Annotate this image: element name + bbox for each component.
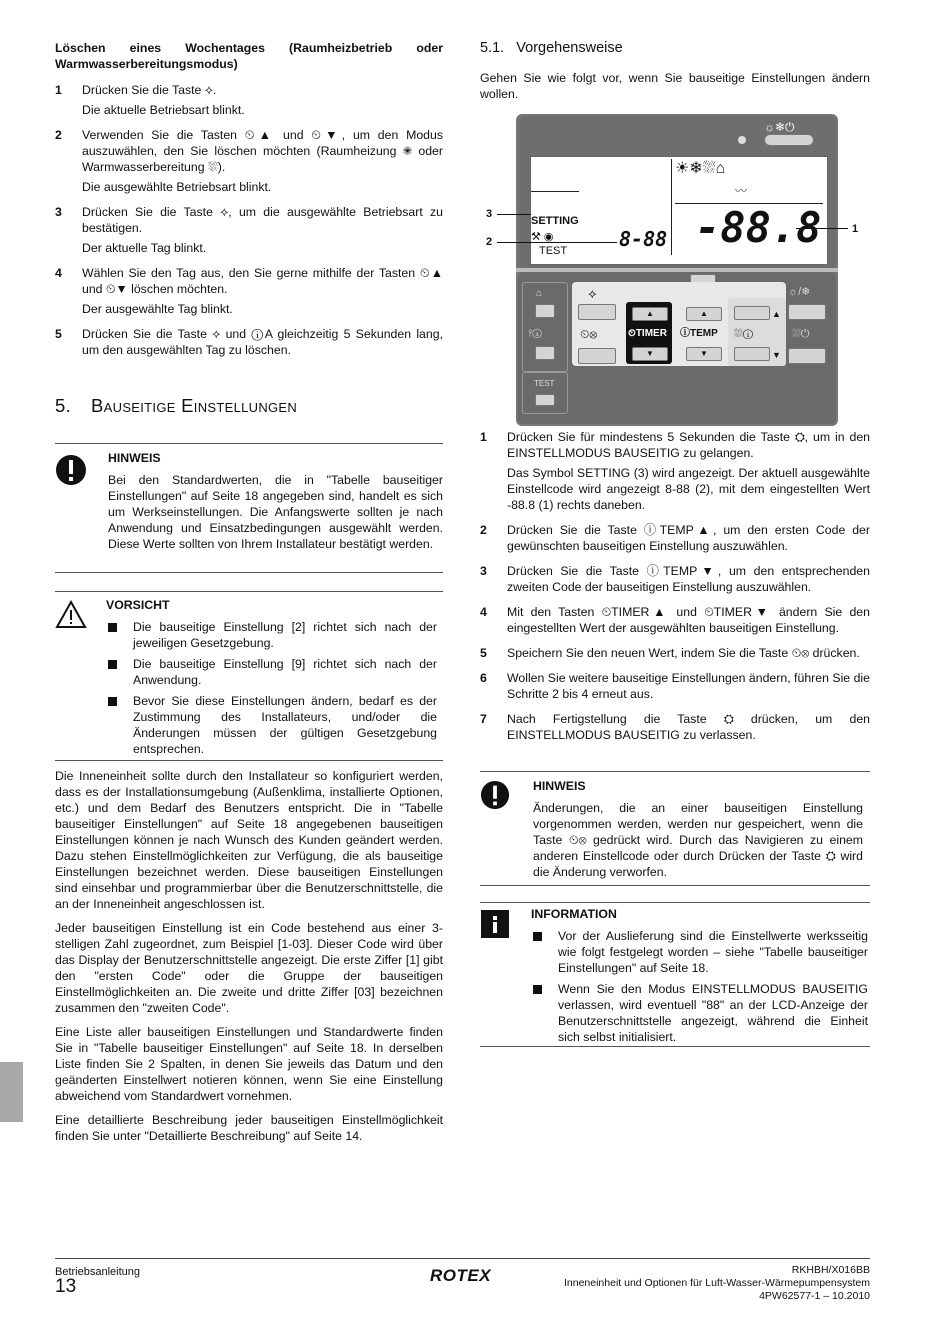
step-item bbox=[480, 670, 870, 702]
right-hinweis-title: HINWEIS bbox=[533, 779, 586, 793]
step-number: 5 bbox=[480, 646, 487, 660]
right-hinweis-text: Änderungen, die an einer bauseitigen Einstellung vorgenommen werden, werden nur gespeichert, wenn die Taste ⏲⊗ gedrückt wird. Durch das Navigieren zu einem anderen Einstellcode oder durch Drücken der Taste ⛭ wird die Änderung verworfen. bbox=[533, 801, 863, 879]
lcd-setting-code: 8-88 bbox=[619, 227, 668, 251]
bullet-item bbox=[531, 928, 868, 976]
footer-product: Inneneinheit und Optionen für Luft-Wasser-Wärmepumpensystem bbox=[563, 1277, 870, 1289]
bullet-text: Wenn Sie den Modus EINSTELLMODUS BAUSEITIG verlassen, wird eventuell "88" an der LCD-Anzeige der Benutzerschnittstelle angezeigt, während die Einheit sich selbst initialisiert. bbox=[558, 982, 868, 1044]
step-result: Das Symbol SETTING (3) wird angezeigt. Der aktuell ausgewählte Einstellcode wird angezeigt 8-88 (2), mit dem eingestellten Wert -88.8 (1) rechts daneben. bbox=[507, 466, 870, 512]
house-icon: ⌂ bbox=[536, 288, 543, 299]
step-number: 1 bbox=[55, 83, 62, 97]
section-number: 5. bbox=[55, 395, 72, 416]
step-number: 7 bbox=[480, 712, 487, 726]
lcd-test-label: TEST bbox=[539, 245, 568, 257]
mode-button[interactable] bbox=[788, 304, 826, 320]
step-text: Drücken Sie die Taste ⟡ und ⓘA gleichzeitig 5 Sekunden lang, um den ausgewählten Tag zu löschen. bbox=[82, 327, 443, 357]
step-text: Drücken Sie die Taste ⟡, um die ausgewählte Betriebsart zu bestätigen. bbox=[82, 205, 443, 235]
test-key-label: TEST bbox=[534, 379, 555, 388]
body-paragraph: Eine Liste aller bauseitigen Einstellungen und Standardwerte finden Sie in "Tabelle bauseitiger Einstellungen" auf Seite 18. In derselben Liste finden Sie 2 Spalten, in denen Sie jeweils das Datum und den geänderten Einstellwert notieren können, wenn Sie eine Einstellung abweichend vom Standardwert vornehmen. bbox=[55, 1025, 443, 1103]
callout-2: 2 bbox=[486, 236, 493, 248]
bullet-item bbox=[106, 656, 437, 688]
body-paragraph: Jeder bauseitigen Einstellung ist ein Code bestehend aus einer 3-stelligen Zahl zugeordnet, zum Beispiel [1-03]. Dieser Code wird über das Display der Benutzerschnittstelle angezeigt. Die erste Ziffer [1] gibt den "ersten Code" oder die Gruppe der bauseitigen Einstellmöglichkeiten an. Die zweite und dritte Ziffer [03] bezeichnen zusammen den "zweiten Code". bbox=[55, 921, 443, 1015]
lcd-wrench-eye-icon: ⚒ ◉ bbox=[531, 231, 554, 243]
timer-up-button[interactable]: ▲ bbox=[632, 307, 668, 321]
step-item bbox=[55, 326, 443, 358]
callout-1: 1 bbox=[852, 223, 859, 235]
left-paragraphs bbox=[55, 768, 443, 1152]
footer-rule bbox=[55, 1258, 870, 1259]
information-box bbox=[480, 902, 870, 1047]
footer-page-number: 13 bbox=[55, 1276, 77, 1297]
left-column bbox=[55, 40, 443, 367]
step-number: 2 bbox=[480, 523, 487, 537]
bullet-item bbox=[106, 619, 437, 651]
step-number: 5 bbox=[55, 327, 62, 341]
lcd-divider bbox=[671, 159, 673, 255]
step-result: Die ausgewählte Betriebsart blinkt. bbox=[82, 180, 272, 194]
lcd-wave-icon: 〰 bbox=[735, 184, 748, 198]
timer-down-button[interactable]: ▼ bbox=[632, 347, 668, 361]
clock-cancel-button[interactable] bbox=[578, 348, 616, 364]
step-item bbox=[480, 429, 870, 513]
water-power-icon: ⛆⏻ bbox=[792, 328, 810, 340]
temp-down-button[interactable]: ▼ bbox=[686, 347, 722, 361]
right-steps-list bbox=[480, 429, 870, 752]
temp-up-button[interactable]: ▲ bbox=[686, 307, 722, 321]
step-item bbox=[480, 563, 870, 595]
footer-model: RKHBH/X016BB bbox=[791, 1264, 870, 1276]
lcd-top-line bbox=[531, 191, 579, 192]
step-text: Drücken Sie die Taste ⓘTEMP▼, um den entsprechenden zweiten Code der bauseitigen Einstellung auszuwählen. bbox=[507, 564, 870, 594]
status-led-icon bbox=[738, 136, 746, 144]
callout-3: 3 bbox=[486, 208, 493, 220]
vorsicht-list bbox=[106, 619, 437, 757]
warning-exclamation-icon bbox=[480, 780, 510, 814]
body-paragraph: Die Inneneinheit sollte durch den Installateur so konfiguriert werden, dass es der Installationsumgebung (Außenklima, installierte Optionen, etc.) und dem Bedarf des Benutzers entspricht. Die in "Tabelle bauseitiger Einstellungen" auf Seite 18 angegebenen bauseitigen Einstellungen können je nach Wunsch des Kunden geändert werden. Dazu stehen Einstellmöglichkeiten zur Verfügung, die als bauseitige Einstellungen bezeichnet werden. Diese bauseitigen Einstellungen sind einsehbar und programmierbar über die Benutzerschnittstelle, die an der Inneneinheit angeschlossen ist. bbox=[55, 769, 443, 911]
footer-doc-label: Betriebsanleitung bbox=[55, 1266, 141, 1278]
step-number: 3 bbox=[480, 564, 487, 578]
clock-cancel-icon: ⏲⊗ bbox=[580, 327, 598, 341]
test-button[interactable] bbox=[535, 394, 555, 406]
step-item bbox=[480, 711, 870, 743]
callout-1-line bbox=[796, 228, 848, 229]
step-number: 6 bbox=[480, 671, 487, 685]
step-item bbox=[480, 645, 870, 661]
sun-snow-icon: ☼/❄ bbox=[788, 286, 811, 298]
water-power-button[interactable] bbox=[788, 348, 826, 364]
step-number: 3 bbox=[55, 205, 62, 219]
subsection-number: 5.1. bbox=[480, 40, 505, 56]
footer-right-block bbox=[540, 1264, 870, 1303]
water-down-button[interactable] bbox=[734, 347, 770, 361]
bullet-text: Bevor Sie diese Einstellungen ändern, bedarf es der Zustimmung des Installateurs, und/oder die Änderungen müssen der gültigen Gesetzgebung entsprechen. bbox=[133, 694, 437, 756]
timer-label: ⏲TIMER bbox=[628, 328, 667, 339]
section-title: Bauseitige Einstellungen bbox=[91, 395, 298, 416]
step-text: Speichern Sie den neuen Wert, indem Sie die Taste ⏲⊗ drücken. bbox=[507, 646, 860, 660]
step-text: Wollen Sie weitere bauseitige Einstellungen ändern, führen Sie die Schritte 2 bis 4 erneut aus. bbox=[507, 671, 870, 701]
bullet-text: Die bauseitige Einstellung [9] richtet sich nach der Anwendung. bbox=[133, 657, 437, 687]
timer-text: TIMER bbox=[635, 328, 667, 339]
info-icon bbox=[480, 909, 510, 943]
delete-weekday-heading: Löschen eines Wochentages (Raumheizbetrieb oder Warmwasserbereitungsmodus) bbox=[55, 41, 443, 71]
step-result: Die aktuelle Betriebsart blinkt. bbox=[82, 103, 245, 117]
mode-icons-top: ☼❄⏻ bbox=[764, 120, 795, 134]
vorsicht-box bbox=[55, 591, 443, 761]
step-item bbox=[480, 604, 870, 636]
step-item bbox=[55, 265, 443, 317]
left-hinweis-box bbox=[55, 443, 443, 573]
lcd-mode-icons: ☀❄⛆⌂ bbox=[675, 160, 726, 177]
water-down-arrow-icon: ▼ bbox=[772, 350, 781, 360]
lcd-setting-value: -88.8 bbox=[695, 203, 822, 252]
step-text: Wählen Sie den Tag aus, den Sie gerne mithilfe der Tasten ⏲▲ und ⏲▼ löschen möchten. bbox=[82, 266, 443, 296]
bullet-item bbox=[531, 981, 868, 1045]
step-item bbox=[55, 127, 443, 195]
information-title: INFORMATION bbox=[531, 907, 617, 921]
step-number: 1 bbox=[480, 430, 487, 444]
step-text: Mit den Tasten ⏲TIMER▲ und ⏲TIMER▼ ändern Sie den eingestellten Wert der ausgewählten bauseitigen Einstellung. bbox=[507, 605, 870, 635]
on-off-button[interactable] bbox=[764, 134, 814, 146]
section-heading bbox=[55, 395, 443, 416]
temp-text: TEMP bbox=[690, 328, 718, 339]
lcd-display bbox=[530, 156, 828, 265]
bullet-square-icon bbox=[533, 985, 542, 994]
lcd-setting-label: SETTING bbox=[531, 215, 579, 227]
thermometer-a-icon: ⫯ⓐ bbox=[528, 328, 542, 339]
program-button[interactable] bbox=[578, 304, 616, 320]
footer-brand-logo: ROTEX bbox=[430, 1266, 492, 1285]
step-text: Drücken Sie für mindestens 5 Sekunden die Taste ⛭, um in den EINSTELLMODUS BAUSEITIG zu gelangen. bbox=[507, 430, 870, 460]
bullet-text: Die bauseitige Einstellung [2] richtet sich nach der jeweiligen Gesetzgebung. bbox=[133, 620, 437, 650]
warning-exclamation-icon bbox=[55, 454, 87, 490]
step-item bbox=[55, 204, 443, 256]
water-up-arrow-icon: ▲ bbox=[772, 309, 781, 319]
bullet-square-icon bbox=[108, 660, 117, 669]
step-result: Der aktuelle Tag blinkt. bbox=[82, 241, 207, 255]
step-number: 4 bbox=[480, 605, 487, 619]
information-list bbox=[531, 928, 868, 1045]
callout-2-line bbox=[497, 242, 617, 243]
subsection-heading bbox=[480, 40, 870, 56]
callout-3-line bbox=[497, 214, 531, 215]
house-button[interactable] bbox=[535, 304, 555, 318]
subsection-title: Vorgehensweise bbox=[516, 40, 623, 56]
step-text: Drücken Sie die Taste ⟡. bbox=[82, 83, 217, 97]
left-hinweis-title: HINWEIS bbox=[108, 451, 161, 465]
tap-thermometer-icon: ⛆ⓘ bbox=[734, 328, 754, 340]
bullet-square-icon bbox=[108, 697, 117, 706]
step-text: Drücken Sie die Taste ⓘTEMP▲, um den ersten Code der gewünschten bauseitigen Einstellung auszuwählen. bbox=[507, 523, 870, 553]
bullet-square-icon bbox=[108, 623, 117, 632]
step-item bbox=[55, 82, 443, 118]
footer-docnum: 4PW62577-1 – 10.2010 bbox=[759, 1290, 870, 1302]
step-text: Verwenden Sie die Tasten ⏲▲ und ⏲▼, um den Modus auszuwählen, den Sie löschen möchten (Raumheizung ✺ oder Warmwasserbereitung ⛆). bbox=[82, 128, 443, 174]
step-item bbox=[480, 522, 870, 554]
temp-label: ⓘTEMP bbox=[680, 328, 718, 339]
confirm-icon: ⟡ bbox=[588, 286, 597, 301]
step-result: Der ausgewählte Tag blinkt. bbox=[82, 302, 233, 316]
body-paragraph: Eine detaillierte Beschreibung jeder bauseitigen Einstellmöglichkeit finden Sie unter "Detaillierte Beschreibung" auf Seite 14. bbox=[55, 1113, 443, 1143]
step-number: 4 bbox=[55, 266, 62, 280]
water-up-button[interactable] bbox=[734, 306, 770, 320]
right-hinweis-box bbox=[480, 771, 870, 886]
bullet-text: Vor der Auslieferung sind die Einstellwerte werksseitig wie folgt festgelegt worden – siehe "Tabelle bauseitiger Einstellungen" auf Seite 18. bbox=[558, 929, 868, 975]
side-tab-marker bbox=[0, 1062, 23, 1122]
intro-text: Gehen Sie wie folgt vor, wenn Sie bauseitige Einstellungen ändern wollen. bbox=[480, 71, 870, 101]
thermometer-a-button[interactable] bbox=[535, 346, 555, 360]
left-steps-list bbox=[55, 82, 443, 358]
caution-triangle-icon bbox=[55, 600, 87, 634]
step-text: Nach Fertigstellung die Taste ⛭ drücken, um den EINSTELLMODUS BAUSEITIG zu verlassen. bbox=[507, 712, 870, 742]
left-hinweis-text: Bei den Standardwerten, die in "Tabelle bauseitiger Einstellungen" auf Seite 18 angegeben sind, handelt es sich um Werkseinstellungen. Die Anfangswerte sollten je nach Anwendung und Einsatzbedingungen ausgewählt werden. Diese Werte sollten von Ihrem Installateur bestätigt werden. bbox=[108, 473, 443, 551]
bullet-item bbox=[106, 693, 437, 757]
bullet-square-icon bbox=[533, 932, 542, 941]
vorsicht-title: VORSICHT bbox=[106, 598, 170, 612]
step-number: 2 bbox=[55, 128, 62, 142]
